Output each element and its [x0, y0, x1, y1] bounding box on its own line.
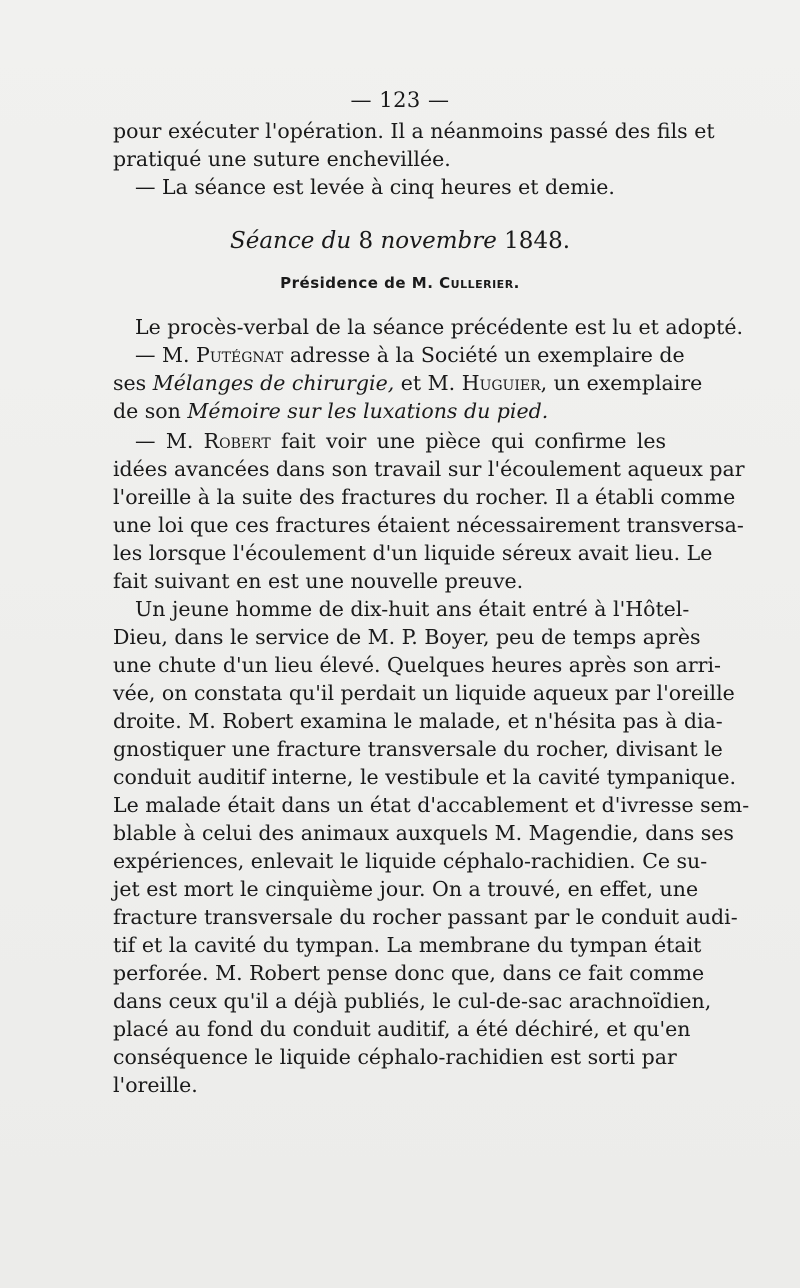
text-line: gnostiquer une fracture transversale du rocher, divisant le	[113, 737, 723, 761]
session-title-year: 1848.	[504, 228, 571, 254]
text-segment: — M.	[135, 429, 204, 453]
text-line: une chute d'un lieu élevé. Quelques heures après son arri-	[113, 653, 721, 677]
text-segment: adresse à la Société un exemplaire de	[283, 343, 685, 367]
text-line: placé au fond du conduit auditif, a été déchiré, et qu'en	[113, 1017, 691, 1041]
text-segment: — M.	[135, 343, 197, 367]
text-segment: ses	[113, 371, 153, 395]
person-name: Putégnat	[196, 343, 284, 367]
text-line	[135, 342, 685, 368]
text-line: les lorsque l'écoulement d'un liquide séreux avait lieu. Le	[113, 541, 713, 565]
text-line: droite. M. Robert examina le malade, et n'hésita pas à dia-	[113, 709, 723, 733]
text-line: blable à celui des animaux auxquels M. Magendie, dans ses	[113, 821, 734, 845]
text-line: pratiqué une suture enchevillée.	[113, 147, 451, 171]
presidence-label: Présidence de	[280, 274, 412, 292]
text-line: conséquence le liquide céphalo-rachidien est sorti par	[113, 1045, 677, 1069]
book-title: Mélanges de chirurgie,	[152, 371, 395, 395]
text-line: une loi que ces fractures étaient nécessairement transversa-	[113, 513, 744, 537]
text-segment: et M.	[394, 371, 462, 395]
text-line: dans ceux qu'il a déjà publiés, le cul-de-sac arachnoïdien,	[113, 989, 712, 1013]
session-title	[0, 228, 800, 254]
text-line	[135, 428, 666, 454]
book-title: Mémoire sur les luxations du pied.	[187, 399, 549, 423]
presidence-heading	[0, 270, 800, 296]
text-line: l'oreille à la suite des fractures du rocher. Il a établi comme	[113, 485, 736, 509]
presidence-title: M.	[411, 274, 440, 292]
text-line: Le malade était dans un état d'accablement et d'ivresse sem-	[113, 793, 750, 817]
session-title-day: 8	[358, 228, 374, 254]
text-line: perforée. M. Robert pense donc que, dans ce fait comme	[113, 961, 705, 985]
text-line: Dieu, dans le service de M. P. Boyer, peu de temps après	[113, 625, 701, 649]
session-title-month: novembre	[380, 228, 497, 254]
text-line: vée, on constata qu'il perdait un liquide aqueux par l'oreille	[113, 681, 735, 705]
session-title-label: Séance du	[229, 228, 352, 254]
text-line: l'oreille.	[113, 1073, 198, 1097]
person-name: Robert	[203, 429, 271, 453]
text-segment: de son	[113, 399, 188, 423]
text-line: conduit auditif interne, le vestibule et la cavité tympanique.	[113, 765, 736, 789]
text-line: tif et la cavité du tympan. La membrane du tympan était	[113, 933, 702, 957]
text-line: jet est mort le cinquième jour. On a trouvé, en effet, une	[113, 877, 699, 901]
text-segment: fait voir une pièce qui confirme les	[270, 429, 666, 453]
text-line: pour exécuter l'opération. Il a néanmoins passé des fils et	[113, 119, 715, 143]
text-line: — La séance est levée à cinq heures et demie.	[135, 175, 615, 199]
text-line: Le procès-verbal de la séance précédente est lu et adopté.	[135, 315, 744, 339]
text-segment: , un exemplaire	[540, 371, 703, 395]
text-line: Un jeune homme de dix-huit ans était entré à l'Hôtel-	[135, 597, 690, 621]
text-line: fait suivant en est une nouvelle preuve.	[113, 569, 524, 593]
text-line: idées avancées dans son travail sur l'écoulement aqueux par	[113, 457, 745, 481]
text-line: fracture transversale du rocher passant par le conduit audi-	[113, 905, 738, 929]
presidence-name: Cullerier.	[439, 274, 520, 292]
text-line: expériences, enlevait le liquide céphalo-rachidien. Ce su-	[113, 849, 708, 873]
page-number: — 123 —	[350, 88, 450, 112]
text-line	[113, 398, 666, 424]
text-line	[113, 370, 703, 396]
person-name: Huguier	[461, 371, 541, 395]
